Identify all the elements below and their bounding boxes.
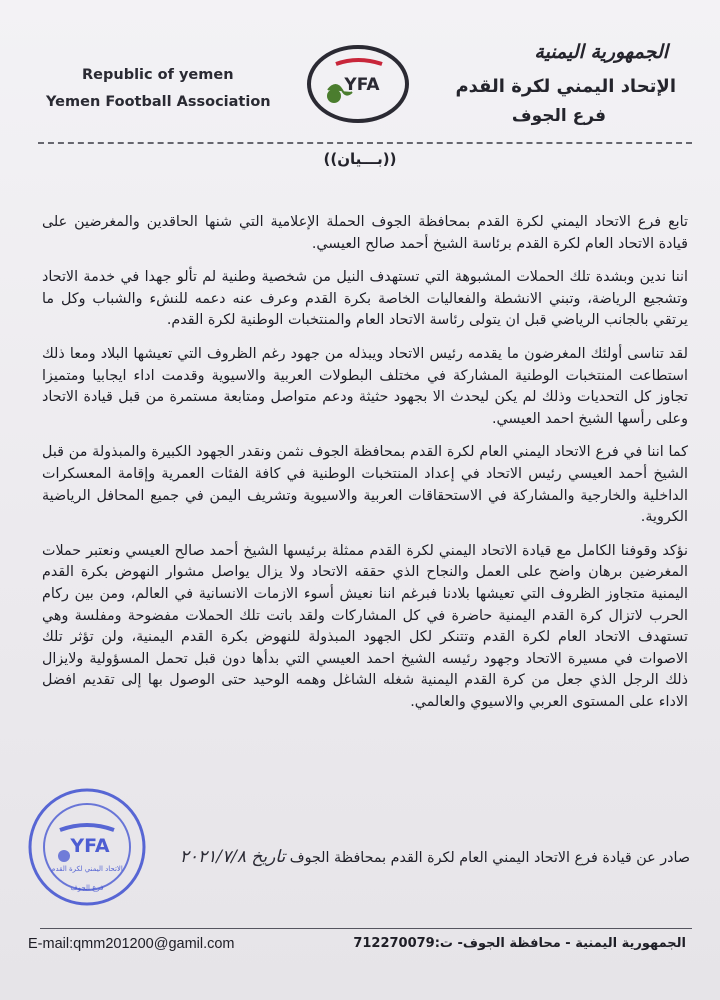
paragraph: اننا ندين وبشدة تلك الحملات المشبوهة التي تستهدف النيل من شخصية وطنية لم تألو جهدا في خدمة الاتحاد وتشجيع الرياضة، وتبني الانشطة والفعاليات الخاصة بكرة القدم وعرف عنه دعمه للنشء والشباب وكل ما يرتقي بالجانب الرياضي قبل ان يتولى رئاسة الاتحاد العام والمنتخبات الوطنية لكرة القدم.: [42, 269, 688, 329]
english-header: [46, 62, 286, 116]
yfa-logo: [306, 44, 410, 124]
paragraph: لقد تناسى أولئك المغرضون ما يقدمه رئيس الاتحاد ويبذله من جهود رغم الظروف التي تعيشها البلاد ومعا ذلك استطاعت المنتخبات الوطنية المشاركة في مختلف البطولات العربية والاسيوية وقدمت اداء ايجابيا ومتميزا تجاوز كل التحديات وذلك لم يكن ليحدث الا بجهود حثيثة ودعم متواصل ومتابعة مستمرة من قبل قيادة الاتحاد وعلى رأسها الشيخ احمد العيسي.: [42, 345, 688, 427]
paragraph: كما اننا في فرع الاتحاد اليمني العام لكرة القدم بمحافظة الجوف نثمن ونقدر الجهود الكبيرة والمبذولة من قبل الشيخ أحمد العيسي رئيس الاتحاد في إعداد المنتخبات الوطنية في كافة الفئات العمرية وإقامة المعسكرات الداخلية والخارجية والمشاركة في الاستحقاقات العربية والاسيوية وتشريف اليمن في جميع المحافل الرياضية الكروية.: [42, 444, 688, 526]
paragraph: نؤكد وقوفنا الكامل مع قيادة الاتحاد اليمني لكرة القدم ممثلة برئيسها الشيخ أحمد صالح العيسي ونعتبر حملات المغرضين برهان واضح على العمل والنجاح الذي حققه الاتحاد ولا يزال يواصل مشوار النهوض بكرة القدم اليمنية متجاوز الظروف التي تعيشها بلادنا فبرغم اننا نعيش أسوء الازمات الانسانية في العالم، ومن بين ركام الحرب لاتزال كرة القدم اليمنية حاضرة في كل المشاركات ولقد باتت تلك الحملات مفضوحة ومفلسة وهي تستهدف الاتحاد العام لكرة القدم وتتنكر لكل الجهود المبذولة للنهوض بكرة القدم اليمنية، ولن تؤثر تلك الاصوات في مسيرة الاتحاد وجهود رئيسه الشيخ احمد العيسي التي بدأها دون قبل تحمل المسؤولية ولايزال ذلك الرجل الذي جعل من كرة القدم اليمنية شغله الشاغل وهمه الوحيد حتى الوصول بها إلى تقديم افضل الاداء على المستوى العربي والاسيوي والعالمي.: [42, 542, 688, 710]
issuer-text: صادر عن قيادة فرع الاتحاد اليمني العام لكرة القدم بمحافظة الجوف: [289, 850, 690, 866]
paragraph: تابع فرع الاتحاد اليمني لكرة القدم بمحافظة الجوف الحملة الإعلامية التي شنها الحاقدين والمغرضين على قيادة الاتحاد العام لكرة القدم برئاسة الشيخ أحمد صالح العيسي.: [42, 214, 688, 252]
stamp-logo-text: YFA: [70, 835, 110, 857]
stamp-bottom-text: فرع الجوف: [70, 884, 104, 892]
stamp-ring-text: الاتحاد اليمني لكرة القدم: [51, 865, 123, 873]
arabic-country-name: الجمهورية اليمنية: [534, 41, 668, 63]
footer-divider: [40, 928, 692, 929]
english-country-name: Republic of yemen: [82, 67, 234, 83]
header-divider: [38, 142, 692, 144]
arabic-association-name: الإتحاد اليمني لكرة القدم: [455, 76, 676, 97]
arabic-header: [426, 36, 676, 130]
statement-title: ((بـــيان)): [323, 150, 397, 168]
handwritten-date: تاريخ ٢٠٢١/٧/٨: [179, 847, 286, 867]
closing-line: [130, 846, 690, 869]
english-association-name: Yemen Football Association: [46, 94, 271, 110]
arabic-branch-name: فرع الجوف: [511, 106, 606, 126]
logo-text: YFA: [344, 75, 380, 95]
footer-address: الجمهورية اليمنية - محافظة الجوف- ت:712270079: [353, 936, 686, 951]
footer-email: E-mail:qmm201200@gamil.com: [28, 936, 235, 952]
official-stamp: [26, 786, 148, 908]
statement-body: [42, 212, 688, 725]
